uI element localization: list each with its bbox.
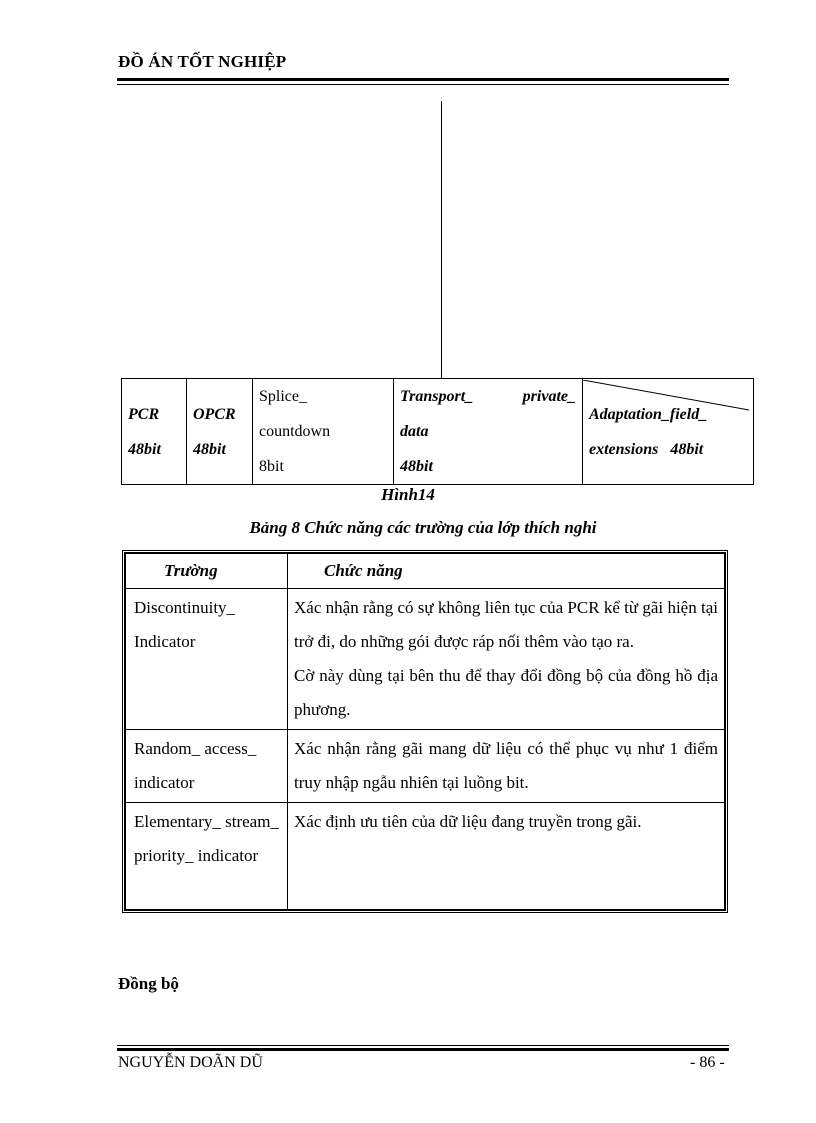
figure-diagonal-line	[583, 380, 751, 412]
row-description	[288, 803, 725, 910]
row-description-text: Xác nhận rằng có sự không liên tục của PCR kể từ gãi hiện tại trở đi, do những gói được ráp nối thêm vào tạo ra.	[294, 598, 718, 651]
field-adaptation-size: 48bit	[670, 440, 704, 458]
field-pcr-name: PCR	[128, 405, 160, 423]
field-transport-name2: private_	[522, 388, 576, 405]
field-adaptation-ext: extensions	[589, 440, 659, 458]
row-field: Discontinuity_ Indicator	[126, 589, 288, 730]
field-opcr	[187, 379, 253, 485]
table-row	[126, 803, 725, 910]
footer-author: NGUYỄN DOÃN DŨ	[118, 1054, 263, 1071]
page-number: - 86 -	[690, 1054, 725, 1071]
row-description-text: Cờ này dùng tại bên thu để thay đổi đồng bộ của đồng hồ địa phương.	[294, 666, 718, 719]
field-adaptation-name: Adaptation_field_	[589, 405, 708, 423]
table-row	[126, 589, 725, 730]
field-splice-size: 8bit	[259, 458, 284, 475]
field-splice-name: Splice_	[259, 388, 307, 405]
page-header-title: ĐỒ ÁN TỐT NGHIỆP	[118, 52, 287, 71]
field-transport-size: 48bit	[400, 458, 433, 475]
field-transport-line1	[400, 379, 576, 414]
section-heading: Đồng bộ	[118, 974, 179, 993]
header-rule	[117, 78, 729, 85]
field-transport-name: Transport_	[400, 388, 474, 405]
header-function: Chức năng	[288, 554, 725, 589]
row-description	[288, 730, 725, 803]
table-caption: Bảng 8 Chức năng các trường của lớp thích nghi	[249, 518, 597, 537]
figure-caption: Hình14	[381, 485, 435, 504]
row-description	[288, 589, 725, 730]
header-field: Trường	[126, 554, 288, 589]
field-pcr-size: 48bit	[128, 440, 161, 458]
function-table-frame	[122, 550, 728, 913]
field-opcr-size: 48bit	[193, 440, 226, 458]
field-opcr-name: OPCR	[193, 405, 236, 423]
footer-rule	[117, 1045, 729, 1051]
field-transport-private-data	[394, 379, 583, 485]
table-row	[126, 730, 725, 803]
row-description-text: Xác định ưu tiên của dữ liệu đang truyền trong gãi.	[294, 812, 642, 831]
field-splice-countdown	[253, 379, 394, 485]
row-field: Elementary_ stream_ priority_ indicator	[126, 803, 288, 910]
row-field: Random_ access_ indicator	[126, 730, 288, 803]
field-transport-line2: data	[400, 423, 429, 440]
figure-vertical-line	[441, 101, 442, 378]
field-splice-line2: countdown	[259, 423, 331, 440]
field-pcr	[122, 379, 187, 485]
function-table-header	[126, 554, 725, 589]
field-adaptation-line2	[589, 432, 747, 467]
row-description-text: Xác nhận rằng gãi mang dữ liệu có thể phục vụ như 1 điểm truy nhập ngẫu nhiên tại luồng bit.	[294, 739, 718, 792]
function-table	[125, 553, 725, 910]
